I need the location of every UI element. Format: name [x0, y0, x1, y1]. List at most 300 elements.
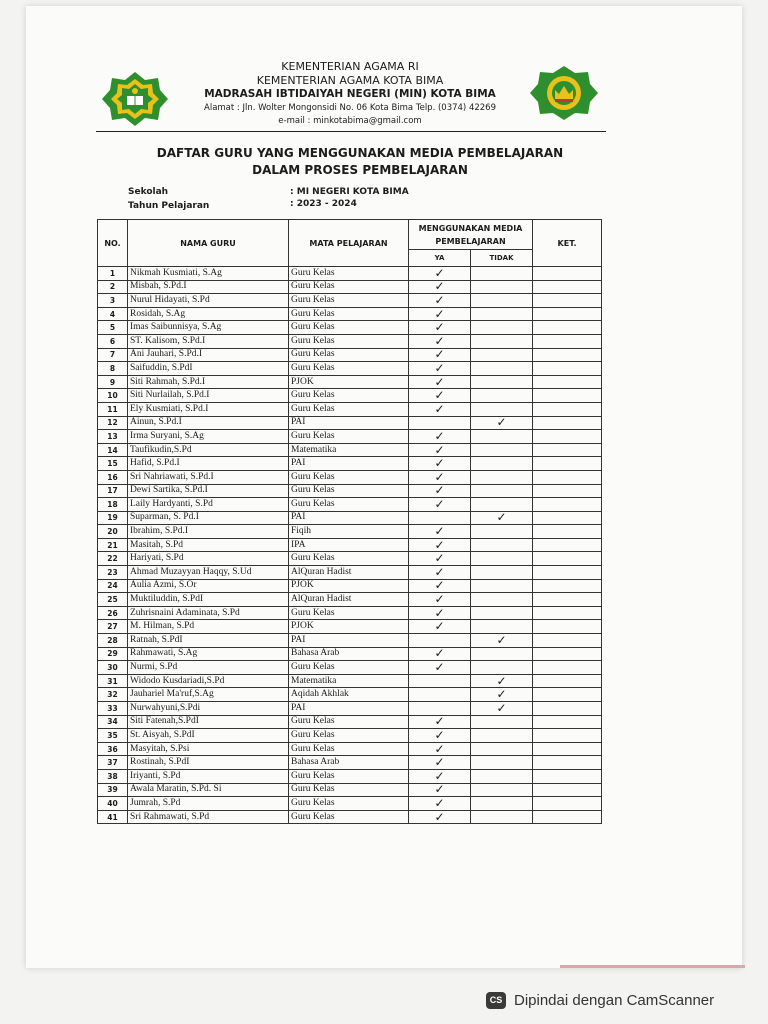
row-number: 5	[98, 321, 128, 335]
row-number: 18	[98, 498, 128, 512]
remark-cell	[533, 430, 602, 444]
teacher-name: Nurmi, S.Pd	[128, 661, 289, 675]
table-row	[98, 715, 602, 729]
check-ya: ✓	[409, 769, 471, 783]
teacher-name: Taufikudin,S.Pd	[128, 443, 289, 457]
subject-name: PAI	[289, 457, 409, 471]
remark-cell	[533, 606, 602, 620]
teacher-name: Aulia Azmi, S.Or	[128, 579, 289, 593]
check-tidak	[471, 430, 533, 444]
table-row	[98, 729, 602, 743]
table-row	[98, 810, 602, 824]
subject-name: PJOK	[289, 375, 409, 389]
remark-cell	[533, 389, 602, 403]
row-number: 28	[98, 634, 128, 648]
document-title: DAFTAR GURU YANG MENGGUNAKAN MEDIA PEMBELAJARAN	[156, 146, 564, 160]
teacher-name: Sri Nahriawati, S.Pd.I	[128, 470, 289, 484]
teacher-name: Saifuddin, S.PdI	[128, 362, 289, 376]
remark-cell	[533, 688, 602, 702]
remark-cell	[533, 484, 602, 498]
check-ya: ✓	[409, 620, 471, 634]
row-number: 41	[98, 810, 128, 824]
check-ya: ✓	[409, 797, 471, 811]
check-tidak	[471, 525, 533, 539]
subject-name: PAI	[289, 511, 409, 525]
check-tidak	[471, 457, 533, 471]
teacher-name: Nikmah Kusmiati, S.Ag	[128, 267, 289, 281]
teacher-name: Nurwahyuni,S.Pdi	[128, 702, 289, 716]
school-label: Sekolah	[128, 187, 169, 197]
teacher-name: Masyitah, S.Psi	[128, 742, 289, 756]
subject-name: AlQuran Hadist	[289, 593, 409, 607]
subject-name: PAI	[289, 702, 409, 716]
row-number: 10	[98, 389, 128, 403]
teacher-name: Ani Jauhari, S.Pd.I	[128, 348, 289, 362]
check-tidak	[471, 769, 533, 783]
table-row	[98, 742, 602, 756]
subject-name: Guru Kelas	[289, 742, 409, 756]
header-ministry: KEMENTERIAN AGAMA RI	[281, 60, 419, 73]
remark-cell	[533, 525, 602, 539]
check-ya	[409, 416, 471, 430]
row-number: 16	[98, 470, 128, 484]
table-row	[98, 334, 602, 348]
row-number: 23	[98, 566, 128, 580]
subject-name: IPA	[289, 538, 409, 552]
teacher-name: Siti Rahmah, S.Pd.I	[128, 375, 289, 389]
check-tidak	[471, 321, 533, 335]
remark-cell	[533, 674, 602, 688]
check-ya: ✓	[409, 267, 471, 281]
teacher-name: Jauhariel Ma'ruf,S.Ag	[128, 688, 289, 702]
subject-name: PJOK	[289, 579, 409, 593]
row-number: 19	[98, 511, 128, 525]
table-row	[98, 443, 602, 457]
table-row	[98, 294, 602, 308]
teacher-name: Ely Kusmiati, S.Pd.I	[128, 402, 289, 416]
check-tidak	[471, 443, 533, 457]
table-row	[98, 579, 602, 593]
remark-cell	[533, 402, 602, 416]
teacher-name: Ratnah, S.PdI	[128, 634, 289, 648]
header-ministry-city: KEMENTERIAN AGAMA KOTA BIMA	[256, 74, 444, 87]
check-ya: ✓	[409, 742, 471, 756]
row-number: 39	[98, 783, 128, 797]
check-tidak	[471, 294, 533, 308]
teacher-name: Ahmad Muzayyan Haqqy, S.Ud	[128, 566, 289, 580]
check-tidak	[471, 729, 533, 743]
row-number: 1	[98, 267, 128, 281]
check-tidak	[471, 715, 533, 729]
check-ya	[409, 511, 471, 525]
check-ya: ✓	[409, 579, 471, 593]
row-number: 37	[98, 756, 128, 770]
check-ya: ✓	[409, 362, 471, 376]
check-tidak	[471, 579, 533, 593]
check-ya: ✓	[409, 280, 471, 294]
table-row	[98, 647, 602, 661]
table-row	[98, 321, 602, 335]
check-tidak	[471, 334, 533, 348]
table-row	[98, 593, 602, 607]
subject-name: Guru Kelas	[289, 402, 409, 416]
row-number: 26	[98, 606, 128, 620]
row-number: 25	[98, 593, 128, 607]
check-ya: ✓	[409, 307, 471, 321]
check-tidak	[471, 566, 533, 580]
document-subtitle: DALAM PROSES PEMBELAJARAN	[252, 163, 468, 177]
remark-cell	[533, 498, 602, 512]
table-row	[98, 797, 602, 811]
check-tidak	[471, 498, 533, 512]
check-tidak	[471, 783, 533, 797]
check-ya: ✓	[409, 375, 471, 389]
table-row	[98, 280, 602, 294]
teacher-name: Sri Rahmawati, S.Pd	[128, 810, 289, 824]
year-label: Tahun Pelajaran	[128, 201, 210, 211]
subject-name: Matematika	[289, 443, 409, 457]
check-tidak	[471, 810, 533, 824]
table-row	[98, 375, 602, 389]
table-row	[98, 552, 602, 566]
row-number: 40	[98, 797, 128, 811]
row-number: 8	[98, 362, 128, 376]
check-tidak	[471, 375, 533, 389]
table-row	[98, 416, 602, 430]
table-row	[98, 307, 602, 321]
teacher-name: Muktiluddin, S.PdI	[128, 593, 289, 607]
subject-name: PJOK	[289, 620, 409, 634]
subject-name: PAI	[289, 634, 409, 648]
row-number: 3	[98, 294, 128, 308]
remark-cell	[533, 715, 602, 729]
table-row	[98, 756, 602, 770]
check-tidak: ✓	[471, 634, 533, 648]
check-tidak	[471, 620, 533, 634]
subject-name: Guru Kelas	[289, 294, 409, 308]
teacher-name: Irma Suryani, S.Ag	[128, 430, 289, 444]
check-tidak: ✓	[471, 674, 533, 688]
subject-name: Guru Kelas	[289, 606, 409, 620]
remark-cell	[533, 280, 602, 294]
subject-name: Guru Kelas	[289, 715, 409, 729]
remark-cell	[533, 742, 602, 756]
remark-cell	[533, 267, 602, 281]
kemenag-logo-icon	[100, 70, 170, 128]
teacher-name: M. Hilman, S.Pd	[128, 620, 289, 634]
school-value: : MI NEGERI KOTA BIMA	[290, 187, 409, 197]
teacher-name: Suparman, S. Pd.I	[128, 511, 289, 525]
check-ya: ✓	[409, 389, 471, 403]
col-header-ya: YA	[409, 250, 471, 267]
table-row	[98, 661, 602, 675]
row-number: 21	[98, 538, 128, 552]
check-tidak	[471, 267, 533, 281]
check-ya: ✓	[409, 606, 471, 620]
check-ya: ✓	[409, 729, 471, 743]
check-ya: ✓	[409, 498, 471, 512]
check-tidak	[471, 402, 533, 416]
remark-cell	[533, 321, 602, 335]
subject-name: Guru Kelas	[289, 769, 409, 783]
page-edge-mark	[560, 965, 745, 968]
check-ya: ✓	[409, 756, 471, 770]
remark-cell	[533, 769, 602, 783]
teacher-name: Jumrah, S.Pd	[128, 797, 289, 811]
remark-cell	[533, 334, 602, 348]
check-tidak: ✓	[471, 511, 533, 525]
check-ya: ✓	[409, 525, 471, 539]
remark-cell	[533, 797, 602, 811]
row-number: 2	[98, 280, 128, 294]
col-header-ket: KET.	[533, 220, 602, 267]
remark-cell	[533, 362, 602, 376]
teacher-name: Hariyati, S.Pd	[128, 552, 289, 566]
subject-name: Guru Kelas	[289, 783, 409, 797]
teacher-name: Rosidah, S.Ag	[128, 307, 289, 321]
camscanner-watermark	[486, 990, 714, 1010]
check-tidak	[471, 389, 533, 403]
check-tidak	[471, 280, 533, 294]
row-number: 30	[98, 661, 128, 675]
teacher-name: Ibrahim, S.Pd.I	[128, 525, 289, 539]
camscanner-icon: CS	[486, 992, 506, 1009]
col-header-subject: MATA PELAJARAN	[289, 220, 409, 267]
subject-name: Bahasa Arab	[289, 756, 409, 770]
remark-cell	[533, 375, 602, 389]
table-row	[98, 566, 602, 580]
remark-cell	[533, 634, 602, 648]
subject-name: Guru Kelas	[289, 470, 409, 484]
teacher-name: Imas Saibunnisya, S.Ag	[128, 321, 289, 335]
check-ya: ✓	[409, 484, 471, 498]
remark-cell	[533, 593, 602, 607]
subject-name: AlQuran Hadist	[289, 566, 409, 580]
subject-name: Guru Kelas	[289, 348, 409, 362]
check-ya: ✓	[409, 552, 471, 566]
row-number: 33	[98, 702, 128, 716]
check-ya: ✓	[409, 715, 471, 729]
subject-name: Guru Kelas	[289, 552, 409, 566]
check-ya: ✓	[409, 402, 471, 416]
header-school-name: MADRASAH IBTIDAIYAH NEGERI (MIN) KOTA BIMA	[204, 88, 496, 100]
row-number: 11	[98, 402, 128, 416]
remark-cell	[533, 810, 602, 824]
teacher-name: Awala Maratin, S.Pd. Si	[128, 783, 289, 797]
row-number: 38	[98, 769, 128, 783]
row-number: 20	[98, 525, 128, 539]
check-ya	[409, 702, 471, 716]
teacher-name: Misbah, S.Pd.I	[128, 280, 289, 294]
teacher-name: Masitah, S.Pd	[128, 538, 289, 552]
teacher-name: Widodo Kusdariadi,S.Pd	[128, 674, 289, 688]
check-tidak	[471, 742, 533, 756]
remark-cell	[533, 729, 602, 743]
teacher-name: Zuhrisnaini Adaminata, S.Pd	[128, 606, 289, 620]
check-ya: ✓	[409, 783, 471, 797]
row-number: 24	[98, 579, 128, 593]
teacher-name: Ainun, S.Pd.I	[128, 416, 289, 430]
teacher-name: St. Aisyah, S.PdI	[128, 729, 289, 743]
check-tidak	[471, 362, 533, 376]
table-row	[98, 457, 602, 471]
teacher-name: Hafid, S.Pd.I	[128, 457, 289, 471]
teacher-name: Rostinah, S.PdI	[128, 756, 289, 770]
col-header-no: NO.	[98, 220, 128, 267]
teacher-table	[97, 219, 602, 824]
check-ya	[409, 634, 471, 648]
subject-name: Aqidah Akhlak	[289, 688, 409, 702]
row-number: 36	[98, 742, 128, 756]
subject-name: Guru Kelas	[289, 729, 409, 743]
row-number: 15	[98, 457, 128, 471]
row-number: 17	[98, 484, 128, 498]
check-ya: ✓	[409, 538, 471, 552]
table-row	[98, 525, 602, 539]
teacher-name: Siti Nurlailah, S.Pd.I	[128, 389, 289, 403]
check-tidak	[471, 593, 533, 607]
teacher-name: Rahmawati, S.Ag	[128, 647, 289, 661]
remark-cell	[533, 470, 602, 484]
row-number: 4	[98, 307, 128, 321]
check-tidak	[471, 661, 533, 675]
subject-name: Guru Kelas	[289, 321, 409, 335]
year-value: : 2023 - 2024	[290, 199, 357, 209]
check-tidak	[471, 484, 533, 498]
table-row	[98, 783, 602, 797]
check-ya: ✓	[409, 593, 471, 607]
watermark-text: Dipindai dengan CamScanner	[514, 991, 715, 1009]
table-row	[98, 484, 602, 498]
subject-name: Matematika	[289, 674, 409, 688]
table-row	[98, 470, 602, 484]
check-tidak	[471, 348, 533, 362]
check-tidak: ✓	[471, 688, 533, 702]
remark-cell	[533, 307, 602, 321]
check-ya: ✓	[409, 334, 471, 348]
table-row	[98, 389, 602, 403]
table-row	[98, 511, 602, 525]
check-ya	[409, 688, 471, 702]
remark-cell	[533, 552, 602, 566]
remark-cell	[533, 538, 602, 552]
subject-name: Guru Kelas	[289, 797, 409, 811]
row-number: 6	[98, 334, 128, 348]
table-row	[98, 634, 602, 648]
remark-cell	[533, 294, 602, 308]
remark-cell	[533, 511, 602, 525]
remark-cell	[533, 566, 602, 580]
subject-name: Guru Kelas	[289, 498, 409, 512]
header-email: e-mail : minkotabima@gmail.com	[278, 116, 422, 126]
check-ya: ✓	[409, 810, 471, 824]
table-row	[98, 674, 602, 688]
check-ya: ✓	[409, 348, 471, 362]
check-tidak	[471, 647, 533, 661]
subject-name: Guru Kelas	[289, 362, 409, 376]
check-ya: ✓	[409, 443, 471, 457]
table-row	[98, 498, 602, 512]
subject-name: Guru Kelas	[289, 280, 409, 294]
check-ya: ✓	[409, 661, 471, 675]
table-row	[98, 769, 602, 783]
teacher-name: Siti Fatenah,S.PdI	[128, 715, 289, 729]
remark-cell	[533, 348, 602, 362]
table-row	[98, 538, 602, 552]
teacher-name: Nurul Hidayati, S.Pd	[128, 294, 289, 308]
remark-cell	[533, 416, 602, 430]
row-number: 29	[98, 647, 128, 661]
check-ya: ✓	[409, 321, 471, 335]
row-number: 22	[98, 552, 128, 566]
subject-name: Guru Kelas	[289, 661, 409, 675]
remark-cell	[533, 457, 602, 471]
col-header-name: NAMA GURU	[128, 220, 289, 267]
table-row	[98, 362, 602, 376]
table-row	[98, 267, 602, 281]
check-ya: ✓	[409, 647, 471, 661]
subject-name: Fiqih	[289, 525, 409, 539]
check-ya: ✓	[409, 457, 471, 471]
row-number: 35	[98, 729, 128, 743]
check-tidak	[471, 797, 533, 811]
check-ya: ✓	[409, 430, 471, 444]
table-row	[98, 606, 602, 620]
row-number: 14	[98, 443, 128, 457]
header-divider	[96, 131, 606, 132]
check-tidak	[471, 552, 533, 566]
teacher-name: Iriyanti, S.Pd	[128, 769, 289, 783]
check-tidak: ✓	[471, 702, 533, 716]
subject-name: Guru Kelas	[289, 334, 409, 348]
table-row	[98, 348, 602, 362]
subject-name: Guru Kelas	[289, 810, 409, 824]
remark-cell	[533, 579, 602, 593]
teacher-name: Dewi Sartika, S.Pd.I	[128, 484, 289, 498]
check-ya: ✓	[409, 470, 471, 484]
subject-name: PAI	[289, 416, 409, 430]
check-ya	[409, 674, 471, 688]
table-row	[98, 702, 602, 716]
check-ya: ✓	[409, 566, 471, 580]
remark-cell	[533, 702, 602, 716]
madrasah-logo-icon	[528, 64, 600, 122]
col-header-tidak: TIDAK	[471, 250, 533, 267]
remark-cell	[533, 647, 602, 661]
subject-name: Guru Kelas	[289, 430, 409, 444]
check-tidak	[471, 470, 533, 484]
check-ya: ✓	[409, 294, 471, 308]
check-tidak	[471, 538, 533, 552]
remark-cell	[533, 620, 602, 634]
row-number: 7	[98, 348, 128, 362]
row-number: 34	[98, 715, 128, 729]
remark-cell	[533, 661, 602, 675]
check-tidak	[471, 606, 533, 620]
remark-cell	[533, 783, 602, 797]
check-tidak	[471, 756, 533, 770]
remark-cell	[533, 756, 602, 770]
row-number: 27	[98, 620, 128, 634]
table-row	[98, 688, 602, 702]
subject-name: Guru Kelas	[289, 484, 409, 498]
table-row	[98, 402, 602, 416]
row-number: 12	[98, 416, 128, 430]
check-tidak	[471, 307, 533, 321]
subject-name: Guru Kelas	[289, 307, 409, 321]
teacher-name: ST. Kalisom, S.Pd.I	[128, 334, 289, 348]
subject-name: Guru Kelas	[289, 267, 409, 281]
